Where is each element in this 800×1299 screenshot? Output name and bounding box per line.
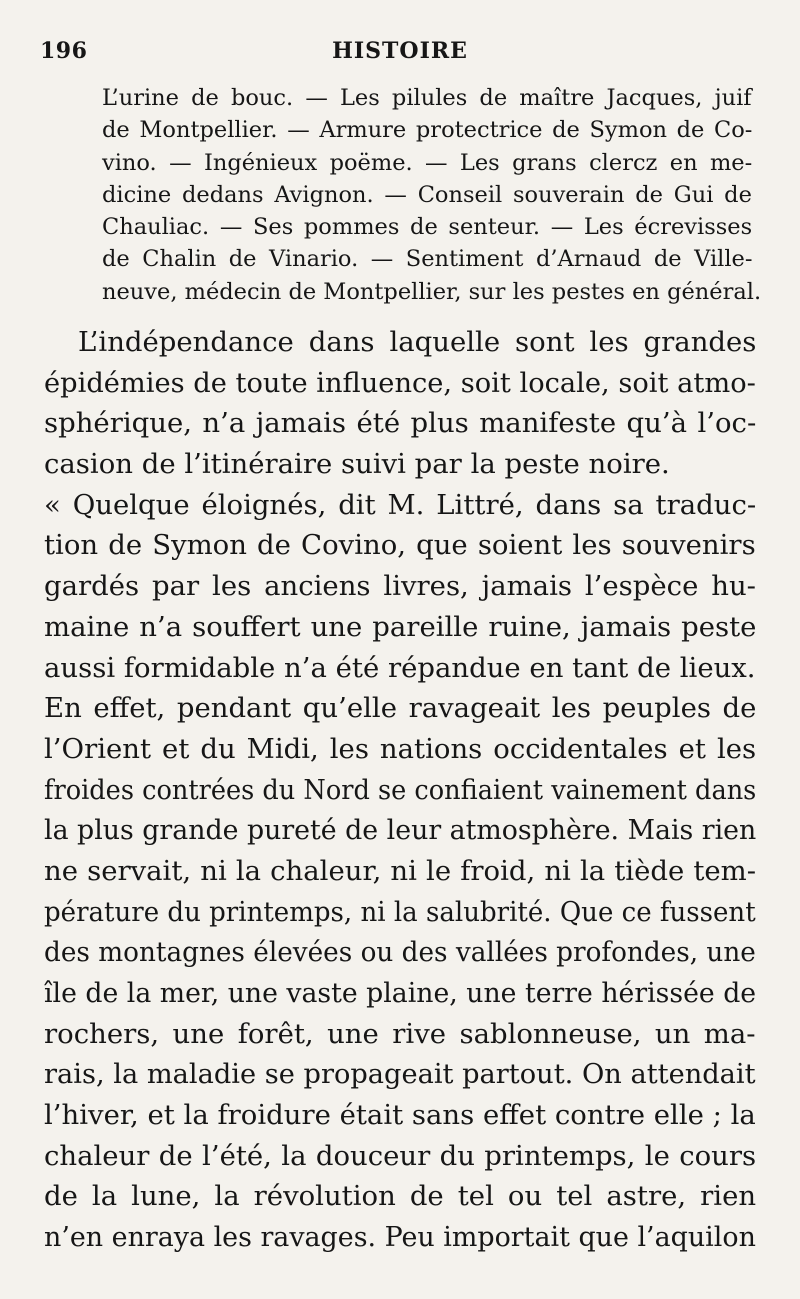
body-text	[44, 322, 756, 1258]
body-line: rais, la maladie se propageait partout. On attendait	[44, 1058, 756, 1091]
summary-line: L’urine de bouc. — Les pilules de maître Jacques, juif	[102, 85, 752, 111]
body-line: tion de Symon de Covino, que soient les souvenirs	[44, 529, 756, 562]
body-line: épidémies de toute influence, soit locale, soit atmo-	[44, 366, 756, 399]
body-line: aussi formidable n’a été répandue en tant de lieux.	[44, 651, 756, 684]
body-line: chaleur de l’été, la douceur du printemps, le cours	[44, 1139, 757, 1172]
body-line: île de la mer, une vaste plaine, une terre hérissée de	[44, 977, 757, 1009]
body-line: froides contrées du Nord se confiaient vainement dans	[44, 773, 757, 806]
body-line: casion de l’itinéraire suivi par la peste noire.	[44, 448, 670, 481]
body-line: rochers, une forêt, une rive sablonneuse, un ma-	[44, 1017, 756, 1050]
body-line: maine n’a souffert une pareille ruine, jamais peste	[44, 610, 757, 643]
chapter-summary	[102, 82, 762, 308]
body-line: « Quelque éloignés, dit M. Littré, dans sa traduc-	[44, 488, 757, 521]
summary-line: Chauliac. — Ses pommes de senteur. — Les écrevisses	[102, 214, 753, 241]
summary-line: vino. — Ingénieux poëme. — Les grans clercz en me-	[102, 149, 753, 176]
body-line: n’en enraya les ravages. Peu importait que l’aquilon	[44, 1221, 756, 1254]
body-line: L’indépendance dans laquelle sont les grandes	[78, 326, 757, 358]
running-title: HISTOIRE	[332, 38, 468, 64]
body-line: des montagnes élevées ou des vallées profondes, une	[44, 936, 756, 969]
body-line: pérature du printemps, ni la salubrité. Que ce fussent	[44, 895, 756, 928]
page-header	[40, 38, 760, 68]
summary-line: dicine dedans Avignon. — Conseil souverain de Gui de	[102, 181, 752, 208]
body-line: gardés par les anciens livres, jamais l’espèce hu-	[44, 570, 756, 603]
body-line: ne servait, ni la chaleur, ni le froid, ni la tiède tem-	[44, 854, 757, 887]
summary-line: neuve, médecin de Montpellier, sur les pestes en général.	[102, 278, 762, 305]
body-line: sphérique, n’a jamais été plus manifeste qu’à l’oc-	[44, 407, 757, 440]
body-line: de la lune, la révolution de tel ou tel astre, rien	[44, 1180, 757, 1213]
body-line: la plus grande pureté de leur atmosphère. Mais rien	[44, 814, 757, 847]
body-line: En effet, pendant qu’elle ravageait les peuples de	[44, 692, 757, 725]
page-number: 196	[40, 38, 88, 64]
body-line: l’hiver, et la froidure était sans effet contre elle ; la	[44, 1099, 756, 1132]
summary-line: de Montpellier. — Armure protectrice de Symon de Co-	[102, 117, 753, 144]
body-line: l’Orient et du Midi, les nations occidentales et les	[44, 732, 757, 765]
summary-line: de Chalin de Vinario. — Sentiment d’Arnaud de Ville-	[102, 246, 753, 273]
